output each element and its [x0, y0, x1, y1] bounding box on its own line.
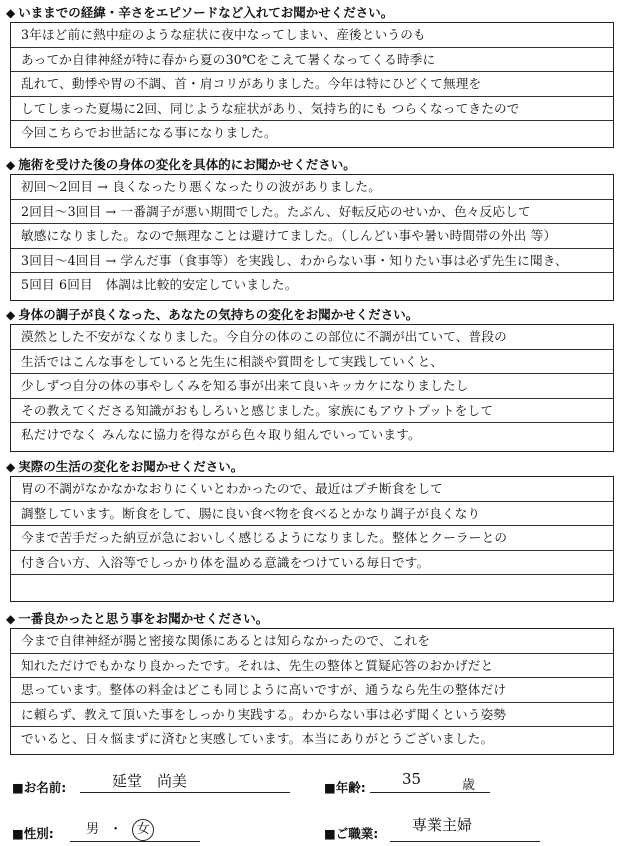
section-1-box [10, 22, 614, 148]
section-2-title: ◆ 施術を受けた後の身体の変化を具体的にお聞かせください。 [6, 157, 356, 172]
age-value: 35 [402, 770, 422, 788]
sex-option-female[interactable]: 女 [132, 819, 154, 841]
name-underline [80, 792, 290, 793]
age-unit: 歳 [462, 778, 476, 793]
sex-options [86, 818, 154, 841]
answer-line: 2回目～3回目 → 一番調子が悪い期間でした。たぶん、好転反応のせいか、色々反応して [11, 200, 613, 225]
job-underline [390, 841, 540, 842]
answer-line: 少しずつ自分の体の事やしくみを知る事が出来て良いキッカケになりましたし [11, 374, 613, 399]
answer-line: その教えてくださる知識がおもしろいと感じました。家族にもアウトプットをして [11, 399, 613, 424]
answer-line: 3回目～4回目 → 学んだ事（食事等）を実践し、わからない事・知りたい事は必ず先生に聞き、 [11, 249, 613, 274]
diamond-bullet-icon: ◆ [6, 6, 16, 20]
section-3-title: ◆ 身体の調子が良くなった、あなたの気持ちの変化をお聞かせください。 [6, 307, 419, 322]
section-5-title: ◆ 一番良かったと思う事をお聞かせください。 [6, 611, 269, 626]
answer-line: 私だけでなく みんなに協力を得ながら色々取り組んでいっています。 [21, 427, 421, 443]
answer-line: してしまった夏場に2回、同じような症状があり、気持ち的にも つらくなってきたので [11, 97, 613, 122]
section-4-title: ◆ 実際の生活の変化をお聞かせください。 [6, 459, 244, 474]
age-label: ■年齢: [324, 780, 366, 795]
answer-line: 調整しています。断食をして、腸に良い食べ物を食べるとかなり調子が良くなり [11, 502, 613, 527]
job-label: ■ご職業: [324, 826, 379, 841]
answer-line: 乱れて、動悸や胃の不調、首・肩コリがありました。今年は特にひどくて無理を [11, 72, 613, 97]
answer-line [11, 575, 613, 600]
answer-line: 知れただけでもかなり良かったです。それは、先生の整体と質疑応答のおかげだと [11, 654, 613, 679]
diamond-bullet-icon: ◆ [6, 308, 16, 322]
diamond-bullet-icon: ◆ [6, 460, 16, 474]
sex-separator: ・ [109, 822, 123, 837]
diamond-bullet-icon: ◆ [6, 158, 16, 172]
diamond-bullet-icon: ◆ [6, 612, 16, 626]
sex-option-male[interactable]: 男 [86, 822, 100, 837]
sex-underline [70, 841, 200, 842]
job-value: 専業主婦 [412, 816, 473, 834]
age-underline [370, 792, 490, 793]
answer-line: 今まで苦手だった納豆が急においしく感じるようになりました。整体とクーラーとの [11, 526, 613, 551]
answer-line: 生活ではこんな事をしていると先生に相談や質問をして実践していくと、 [11, 350, 613, 375]
section-2-box [10, 174, 614, 301]
section-4-box [10, 476, 614, 602]
answer-line: 今回こちらでお世話になる事になりました。 [21, 125, 277, 141]
section-5-box [10, 628, 614, 755]
answer-line: 3年ほど前に熱中症のような症状に夜中なってしまい、産後というのも [11, 23, 613, 48]
answer-line: 初回～2回目 → 良くなったり悪くなったりの波がありました。 [11, 175, 613, 200]
answer-line: 思っています。整体の料金はどこも同じように高いですが、通うなら先生の整体だけ [11, 678, 613, 703]
sex-label: ■性別: [12, 826, 54, 841]
section-3-box [10, 324, 614, 452]
section-1-title: ◆ いままでの経緯・辛さをエピソードなど入れてお聞かせください。 [6, 5, 394, 20]
answer-line: に頼らず、教えて頂いた事をしっかり実践する。わからない事は必ず聞くという姿勢 [11, 703, 613, 728]
answer-line: 今まで自律神経が腸と密接な関係にあるとは知らなかったので、これを [11, 629, 613, 654]
answer-line: でいると、日々悩まずに済むと実感しています。本当にありがとうございました。 [21, 731, 494, 747]
name-label: ■お名前: [12, 780, 67, 795]
answer-line: 漠然とした不安がなくなりました。今自分の体のこの部位に不調が出ていて、普段の [11, 325, 613, 350]
answer-line: 5回目 6回目 体調は比較的安定していました。 [21, 277, 298, 293]
answer-line: 胃の不調がなかなかなおりにくいとわかったので、最近はプチ断食をして [11, 477, 613, 502]
name-value: 延堂 尚美 [112, 772, 188, 790]
answer-line: 敏感になりました。なので無理なことは避けてました。（しんどい事や暑い時間帯の外出 等） [11, 224, 613, 249]
answer-line: 付き合い方、入浴等でしっかり体を温める意識をつけている毎日です。 [11, 551, 613, 576]
answer-line: あってか自律神経が特に春から夏の30℃をこえて暑くなってくる時季に [11, 48, 613, 73]
